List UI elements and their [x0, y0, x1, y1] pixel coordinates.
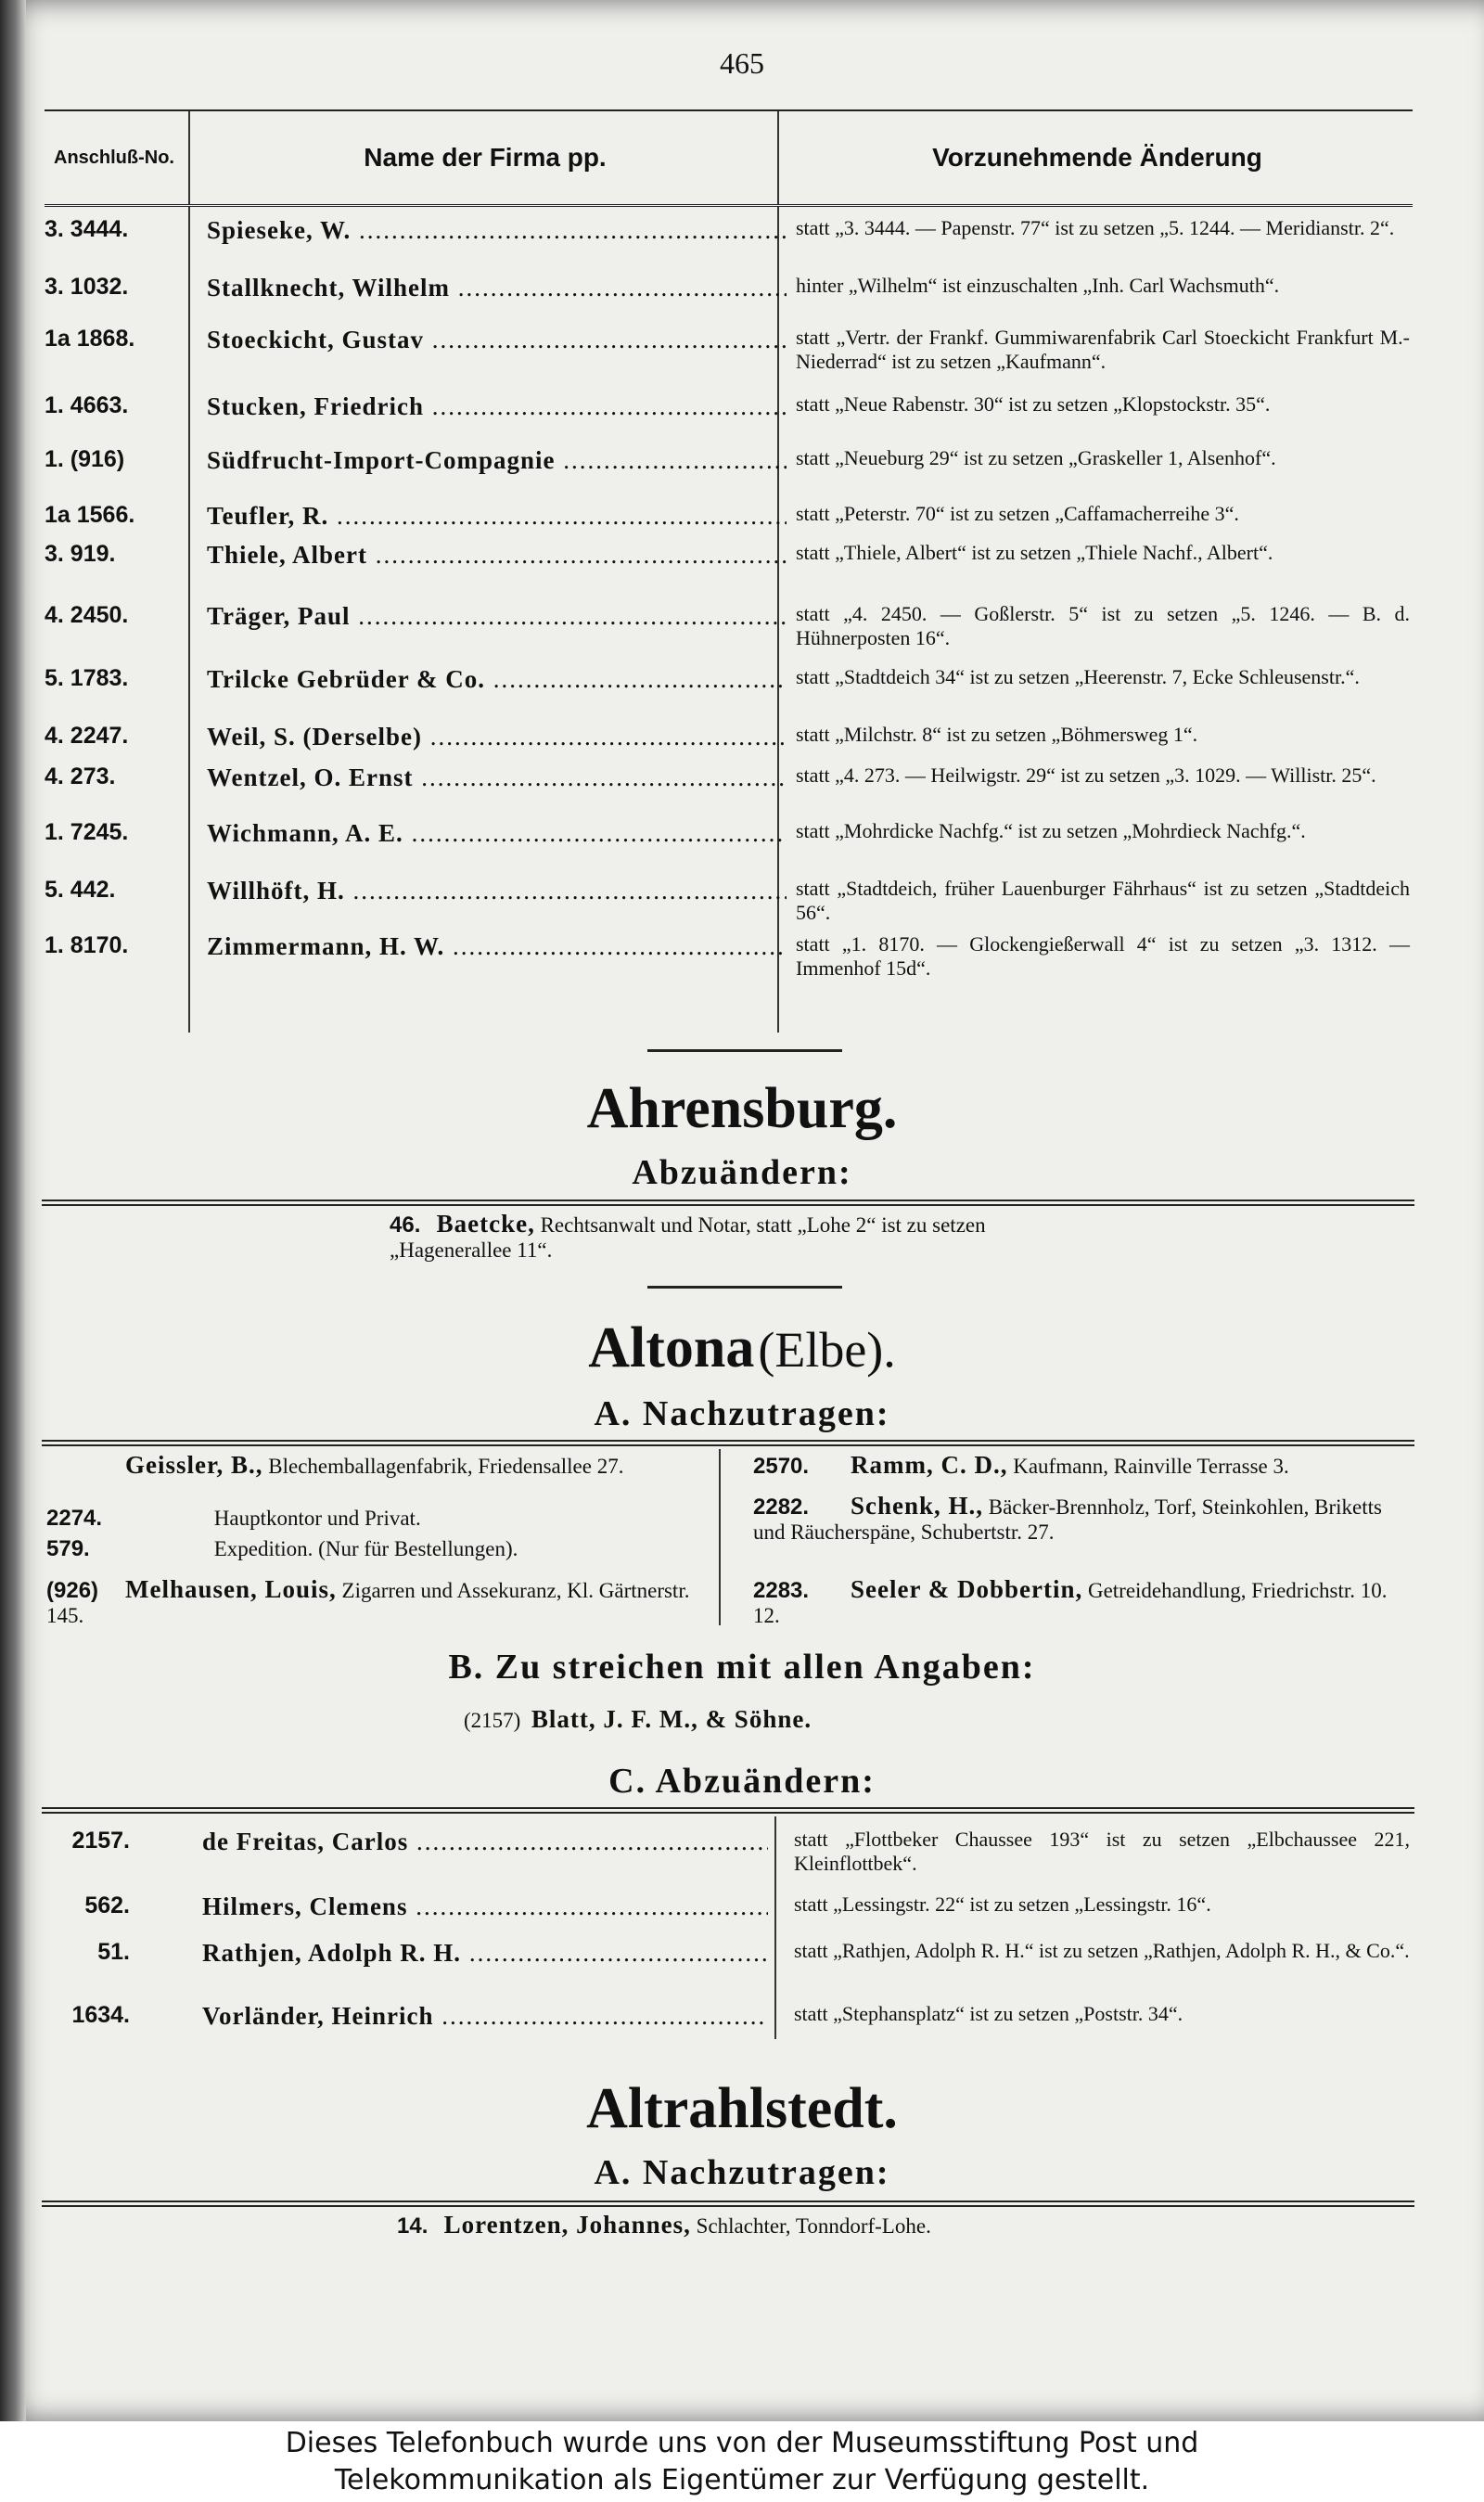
entry-text: Getreidehandlung, Friedrichstr. 10. 12. [753, 1579, 1388, 1627]
row-change: statt „Mohrdicke Nachfg.“ ist zu setzen „Mohrdieck Nachfg.“. [796, 819, 1306, 842]
table-header [45, 109, 1413, 207]
row-number: 1a 1868. [45, 326, 135, 352]
entry-name: Schenk, H., [851, 1492, 984, 1520]
altona-b-heading: B. Zu streichen mit allen Angaben: [448, 1648, 1036, 1687]
row-change: statt „Milchstr. 8“ ist zu setzen „Böhmersweg 1“. [796, 723, 1198, 746]
hamburg-table [45, 109, 1413, 1042]
row-name: Träger, Paul ..... [207, 602, 787, 631]
section-rule [647, 1049, 842, 1052]
row-name: Weil, S. (Derselbe) ..... [207, 723, 787, 751]
row-change: statt „Lessingstr. 22“ ist zu setzen „Lessingstr. 16“. [794, 1893, 1211, 1916]
page-number: 465 [720, 46, 764, 80]
row-number: 4. 273. [45, 763, 116, 789]
entry-name: Geissler, B., [125, 1451, 263, 1479]
entry-name: Melhausen, Louis, [125, 1575, 337, 1603]
entry-text: Bäcker-Brennholz, Torf, Steinkohlen, Briketts und Räucherspäne, Schubertstr. 27. [753, 1495, 1382, 1544]
row-number: 2157. [71, 1828, 130, 1854]
altrahlstedt-subtitle: A. Nachzutragen: [594, 2153, 890, 2192]
column-divider [774, 1816, 776, 2039]
section-rule [647, 1286, 842, 1289]
row-change: statt „4. 2450. — Goßlerstr. 5“ ist zu setzen „5. 1246. — B. d. Hühnerposten 16“. [796, 602, 1410, 649]
entry-number: 2570. [753, 1454, 810, 1479]
list-item [46, 1577, 705, 1628]
double-rule [42, 1440, 1414, 1446]
row-change: statt „4. 273. — Heilwigstr. 29“ ist zu setzen „3. 1029. — Willistr. 25“. [796, 763, 1376, 787]
altona-c-heading: C. Abzuändern: [608, 1762, 876, 1801]
row-name: Hilmers, Clemens ..... [202, 1893, 768, 1921]
row-name: Willhöft, H. ..... [207, 877, 787, 905]
row-change: statt „Stadtdeich 34“ ist zu setzen „Heerenstr. 7, Ecke Schleusenstr.“. [796, 665, 1360, 688]
row-number: 4. 2450. [45, 602, 129, 628]
list-item [46, 1505, 705, 1531]
entry-text: Expedition. (Nur für Bestellungen). [213, 1537, 518, 1560]
row-number: 5. 442. [45, 877, 116, 903]
list-item [753, 1577, 1412, 1628]
altrahlstedt-entry: 14. Lorentzen, Johannes, Schlachter, Tonndorf-Lohe. [397, 2211, 931, 2239]
double-rule [42, 1807, 1414, 1814]
row-number: 1634. [71, 2002, 130, 2028]
table-body [45, 207, 1413, 1042]
row-change: statt „Neueburg 29“ ist zu setzen „Graskeller 1, Alsenhof“. [796, 446, 1276, 469]
column-divider [719, 1449, 721, 1625]
entry-number: 579. [46, 1536, 90, 1561]
ahrensburg-entry: 46. Baetcke, Rechtsanwalt und Notar, statt „Lohe 2“ ist zu setzen „Hagenerallee 11“. [390, 1210, 986, 1262]
header-change: Vorzunehmende Änderung [932, 143, 1262, 172]
row-change: statt „1. 8170. — Glockengießerwall 4“ ist zu setzen „3. 1312. — Immenhof 15d“. [796, 932, 1410, 980]
row-number: 3. 919. [45, 541, 116, 567]
header-anschluss: Anschluß-No. [54, 148, 174, 168]
entry-text: Blechemballagenfabrik, Friedensallee 27. [268, 1455, 624, 1478]
row-change: statt „Stadtdeich, früher Lauenburger Fährhaus“ ist zu setzen „Stadtdeich 56“. [796, 877, 1410, 924]
row-name: Thiele, Albert ..... [207, 541, 787, 570]
entry-number: 2283. [753, 1578, 810, 1603]
row-name: Spieseke, W. ..... [207, 216, 787, 245]
row-number: 3. 1032. [45, 274, 129, 300]
row-change: hinter „Wilhelm“ ist einzuschalten „Inh. Carl Wachsmuth“. [796, 274, 1280, 297]
entry-text: Hauptkontor und Privat. [213, 1507, 421, 1530]
row-name: Stallknecht, Wilhelm ..... [207, 274, 787, 302]
row-number: 4. 2247. [45, 723, 129, 749]
row-name: Rathjen, Adolph R. H. ..... [202, 1939, 768, 1968]
row-name: Wentzel, O. Ernst ..... [207, 763, 787, 792]
altrahlstedt-title: Altrahlstedt. [586, 2077, 898, 2140]
ahrensburg-title: Ahrensburg. [586, 1077, 898, 1140]
page-edge [0, 0, 26, 2421]
row-change: statt „Stephansplatz“ ist zu setzen „Poststr. 34“. [794, 2002, 1183, 2025]
row-name: Zimmermann, H. W. ..... [207, 932, 787, 961]
row-name: Stoeckicht, Gustav ..... [207, 326, 787, 354]
row-number: 5. 1783. [45, 665, 129, 691]
row-number: 1. 4663. [45, 392, 129, 418]
row-number: 51. [97, 1939, 130, 1965]
list-item [46, 1453, 705, 1479]
row-name: Vorländer, Heinrich ..... [202, 2002, 768, 2031]
row-number: 1. 8170. [45, 932, 129, 958]
list-item [753, 1453, 1412, 1479]
row-change: statt „Neue Rabenstr. 30“ ist zu setzen „Klopstockstr. 35“. [796, 392, 1271, 416]
row-number: 1a 1566. [45, 502, 135, 528]
row-change: statt „Rathjen, Adolph R. H.“ ist zu setzen „Rathjen, Adolph R. H., & Co.“. [794, 1939, 1410, 1962]
list-item [753, 1494, 1412, 1545]
entry-name: Seeler & Dobbertin, [851, 1575, 1083, 1603]
header-name: Name der Firma pp. [364, 143, 607, 172]
row-name: Wichmann, A. E. ..... [207, 819, 787, 848]
row-change: statt „Flottbeker Chaussee 193“ ist zu setzen „Elbchaussee 221, Kleinflottbek“. [794, 1828, 1410, 1875]
row-number: 1. (916) [45, 446, 125, 472]
altona-b-entry: (2157) Blatt, J. F. M., & Söhne. [464, 1705, 812, 1733]
footer-line-1: Dieses Telefonbuch wurde uns von der Museumsstiftung Post und [285, 2427, 1199, 2459]
entry-text: Kaufmann, Rainville Terrasse 3. [1013, 1455, 1289, 1478]
row-name: Südfrucht-Import-Compagnie ..... [207, 446, 787, 475]
row-name: Trilcke Gebrüder & Co. ..... [207, 665, 787, 694]
row-change: statt „Thiele, Albert“ ist zu setzen „Thiele Nachf., Albert“. [796, 541, 1273, 564]
row-change: statt „Peterstr. 70“ ist zu setzen „Caffamacherreihe 3“. [796, 502, 1239, 525]
row-number: 562. [84, 1893, 130, 1918]
entry-text: Zigarren und Assekuranz, Kl. Gärtnerstr. 145. [46, 1579, 690, 1627]
row-change: statt „3. 3444. — Papenstr. 77“ ist zu setzen „5. 1244. — Meridianstr. 2“. [796, 216, 1395, 239]
double-rule [42, 1200, 1414, 1206]
entry-number: (926) [46, 1578, 99, 1603]
ahrensburg-subtitle: Abzuändern: [632, 1153, 852, 1192]
row-number: 3. 3444. [45, 216, 129, 242]
row-name: Stucken, Friedrich ..... [207, 392, 787, 421]
altona-a-heading: A. Nachzutragen: [594, 1394, 890, 1433]
entry-number: 2282. [753, 1495, 810, 1520]
row-change: statt „Vertr. der Frankf. Gummiwarenfabrik Carl Stoeckicht Frankfurt M.-Niederrad“ ist zu setzen „Kaufmann“. [796, 326, 1410, 373]
entry-number: 2274. [46, 1506, 103, 1531]
row-number: 1. 7245. [45, 819, 129, 845]
footer-notice [0, 2421, 1484, 2502]
altona-title: Altona (Elbe). [588, 1316, 896, 1379]
row-name: Teufler, R. ..... [207, 502, 787, 531]
row-name: de Freitas, Carlos ..... [202, 1828, 768, 1856]
entry-name: Ramm, C. D., [851, 1451, 1008, 1479]
footer-line-2: Telekommunikation als Eigentümer zur Verfügung gestellt. [334, 2464, 1150, 2496]
list-item [46, 1535, 705, 1561]
double-rule [42, 2200, 1414, 2207]
